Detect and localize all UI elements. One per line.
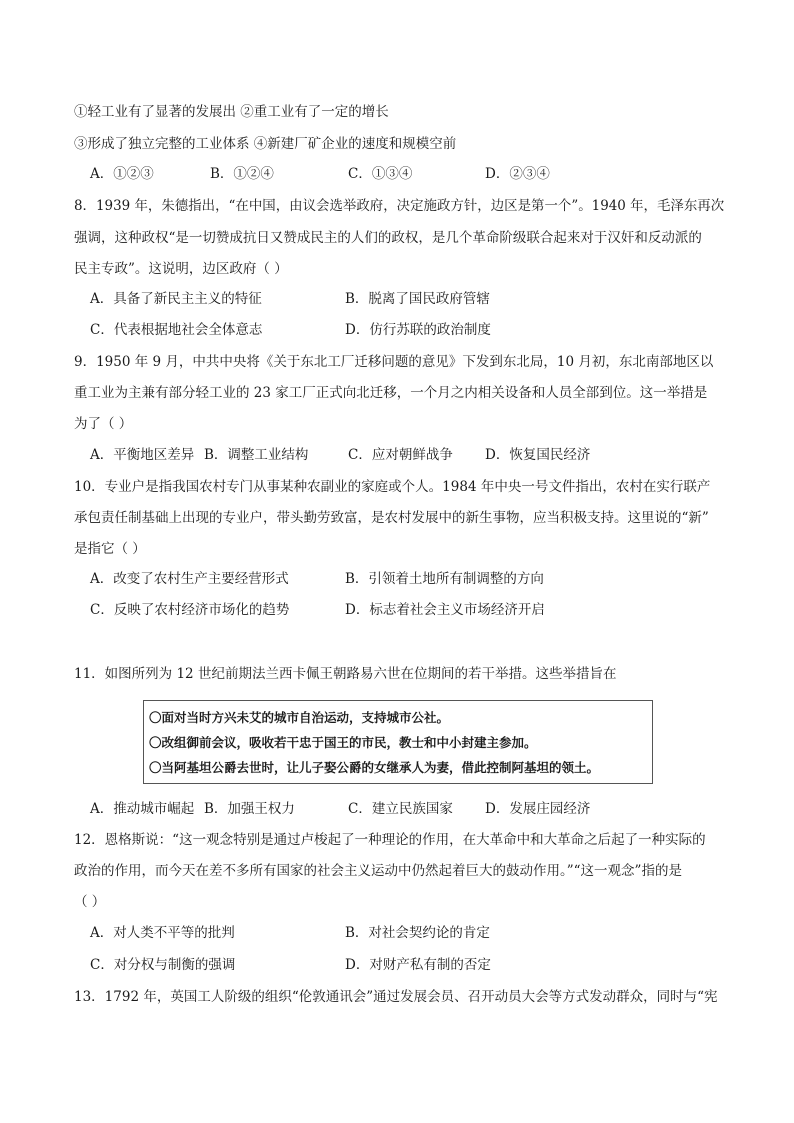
q11-measure-1: 〇面对当时方兴未艾的城市自治运动，支持城市公社。 (149, 710, 450, 725)
q7-option-a[interactable]: A．①②③ (90, 166, 154, 182)
q11-option-b[interactable]: B．加强王权力 (204, 801, 295, 817)
q9-option-a[interactable]: A．平衡地区差异 (90, 447, 195, 463)
q9-stem-line3: 为了（ ） (74, 416, 133, 432)
q12-stem-line2: 政治的作用，而今天在差不多所有国家的社会主义运动中仍然起着巨大的鼓动作用。”“这一观念”指的是 (74, 863, 682, 879)
q11-measures-box (143, 700, 653, 784)
q8-option-a[interactable]: A．具备了新民主主义的特征 (90, 291, 262, 307)
q7-option-c[interactable]: C．①③④ (348, 166, 413, 182)
q10-option-a[interactable]: A．改变了农村生产主要经营形式 (90, 571, 289, 587)
q12-option-d[interactable]: D．对财产私有制的否定 (345, 957, 491, 973)
q7-statements-line1: ①轻工业有了显著的发展出 ②重工业有了一定的增长 (74, 104, 389, 120)
q7-statements-line2: ③形成了独立完整的工业体系 ④新建厂矿企业的速度和规模空前 (74, 136, 457, 152)
q12-stem-line1: 12．恩格斯说：“这一观念特别是通过卢梭起了一种理论的作用，在大革命中和大革命之后起了一种实际的 (74, 832, 706, 848)
q8-stem-line3: 民主专政”。这说明，边区政府（ ） (74, 261, 288, 277)
q8-option-c[interactable]: C．代表根据地社会全体意志 (90, 322, 263, 338)
q11-option-c[interactable]: C．建立民族国家 (348, 801, 453, 817)
q10-stem-line1: 10．专业户是指我国农村专门从事某种农副业的家庭或个人。1984 年中央一号文件指出，农村在实行联产 (74, 479, 711, 495)
q12-option-b[interactable]: B．对社会契约论的肯定 (345, 925, 490, 941)
q9-option-c[interactable]: C．应对朝鲜战争 (348, 447, 453, 463)
q8-option-d[interactable]: D．仿行苏联的政治制度 (345, 322, 491, 338)
q13-stem-line1: 13．1792 年，英国工人阶级的组织“伦敦通讯会”通过发展会员、召开动员大会等方式发动群众，同时与“宪 (74, 989, 718, 1005)
q10-option-d[interactable]: D．标志着社会主义市场经济开启 (345, 602, 545, 618)
q11-option-a[interactable]: A．推动城市崛起 (90, 801, 195, 817)
q8-stem-line2: 强调，这种政权“是一切赞成抗日又赞成民主的人们的政权，是几个革命阶级联合起来对于汉奸和反动派的 (74, 230, 702, 246)
q10-stem-line2: 承包责任制基础上出现的专业户，带头勤劳致富，是农村发展中的新生事物，应当积极支持。这里说的“新” (74, 510, 709, 526)
q11-measure-3: 〇当阿基坦公爵去世时，让儿子娶公爵的女继承人为妻，借此控制阿基坦的领土。 (149, 760, 600, 775)
q9-option-d[interactable]: D．恢复国民经济 (485, 447, 591, 463)
q7-option-d[interactable]: D．②③④ (485, 166, 550, 182)
q9-option-b[interactable]: B．调整工业结构 (204, 447, 309, 463)
q9-stem-line2: 重工业为主兼有部分轻工业的 23 家工厂正式向北迁移，一个月之内相关设备和人员全部到位。这一举措是 (74, 385, 708, 401)
q10-option-b[interactable]: B．引领着土地所有制调整的方向 (345, 571, 544, 587)
q7-option-b[interactable]: B．①②④ (210, 166, 274, 182)
q12-option-c[interactable]: C．对分权与制衡的强调 (90, 957, 236, 973)
q8-option-b[interactable]: B．脱离了国民政府管辖 (345, 291, 490, 307)
q10-stem-line3: 是指它（ ） (74, 541, 146, 557)
q11-stem: 11．如图所列为 12 世纪前期法兰西卡佩王朝路易六世在位期间的若干举措。这些举措旨在 (74, 666, 617, 682)
q11-option-d[interactable]: D．发展庄园经济 (485, 801, 591, 817)
q12-stem-line3: （ ） (74, 894, 106, 910)
q11-measure-2: 〇改组御前会议，吸收若干忠于国王的市民，教士和中小封建主参加。 (149, 735, 537, 750)
q8-stem-line1: 8．1939 年，朱德指出，“在中国，由议会选举政府，决定施政方针，边区是第一个”。1940 年，毛泽东再次 (74, 198, 725, 214)
q9-stem-line1: 9．1950 年 9 月，中共中央将《关于东北工厂迁移问题的意见》下发到东北局，10 月初，东北南部地区以 (74, 354, 714, 370)
q12-option-a[interactable]: A．对人类不平等的批判 (90, 925, 235, 941)
q10-option-c[interactable]: C．反映了农村经济市场化的趋势 (90, 602, 290, 618)
